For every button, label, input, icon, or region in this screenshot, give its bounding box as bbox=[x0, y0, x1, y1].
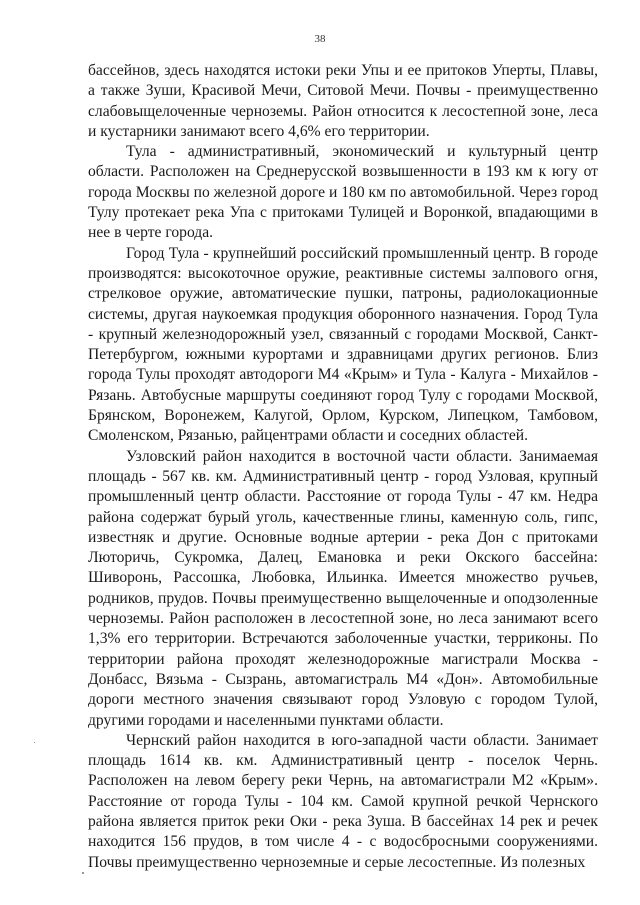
paragraph-uzlovsky-district: Узловский район находится в восточной части области. Занимаемая площадь - 567 кв. км. Административный центр - город Узловая, крупный промышленный центр области. Расстояние от города Тулы - 47 км. Недра района содержат бурый уголь, качественные глины, каменную соль, гипс, известняк и другие. Основные водные артерии - река Дон с притоками Люторичь, Сукромка, Далец, Емановка и реки Окского бассейна: Шиворонь, Рассошка, Любовка, Ильинка. Имеется множество ручьев, родников, прудов. Почвы преимущественно выщелоченные и оподзоленные черноземы. Район расположен в лесостепной зоне, но леса занимают всего 1,3% его территории. Встречаются заболоченные участки, терриконы. По территории района проходят железнодорожные магистрали Москва - Донбасс, Вязьма - Сызрань, автомагистраль М4 «Дон». Автомобильные дороги местного значения связывают город Узловую с городом Тулой, другими городами и населенными пунктами области. bbox=[88, 447, 598, 729]
paragraph-tula-overview: Тула - административный, экономический и культурный центр области. Расположен на Среднерусской возвышенности в 193 км к югу от города Москвы по железной дороге и 180 км по автомобильной. Через город Тулу протекает река Упа с притоками Тулицей и Воронкой, впадающими в нее в черте города. bbox=[88, 143, 598, 242]
paragraph-chernsky-district: Чернский район находится в юго-западной части области. Занимает площадь 1614 кв. км. Административный центр - поселок Чернь. Расположен на левом берегу реки Чернь, на автомагистрали М2 «Крым». Расстояние от города Тулы - 104 км. Самой крупной речкой Чернского района является приток реки Оки - река Зуша. В бассейнах 14 рек и речек находится 156 прудов, в том числе 4 - с водосбросными сооружениями. Почвы преимущественно черноземные и серые лесостепные. Из полезных bbox=[88, 731, 598, 871]
scan-speck bbox=[82, 872, 84, 874]
paragraph-continuation: бассейнов, здесь находятся истоки реки Упы и ее притоков Уперты, Плавы, а также Зуши, Красивой Мечи, Ситовой Мечи. Почвы - преимущественно слабовыщелоченные черноземы. Район относится к лесостепной зоне, леса и кустарники занимают всего 4,6% его территории. bbox=[88, 62, 598, 140]
page-number: 38 bbox=[314, 33, 326, 45]
scan-speck bbox=[34, 742, 35, 743]
paragraph-tula-industry: Город Тула - крупнейший российский промышленный центр. В городе производятся: высокоточное оружие, реактивные системы залпового огня, стрелковое оружие, автоматические пушки, патроны, радиолокационные системы, другая наукоемкая продукция оборонного назначения. Город Тула - крупный железнодорожный узел, связанный с городами Москвой, Санкт-Петербургом, южными курортами и здравницами других регионов. Близ города Тулы проходят автодороги М4 «Крым» и Тула - Калуга - Михайлов - Рязань. Автобусные маршруты соединяют город Тулу с городами Москвой, Брянском, Воронежем, Калугой, Орлом, Курском, Липецком, Тамбовом, Смоленском, Рязанью, райцентрами области и соседних областей. bbox=[88, 244, 598, 445]
document-body bbox=[88, 61, 598, 873]
